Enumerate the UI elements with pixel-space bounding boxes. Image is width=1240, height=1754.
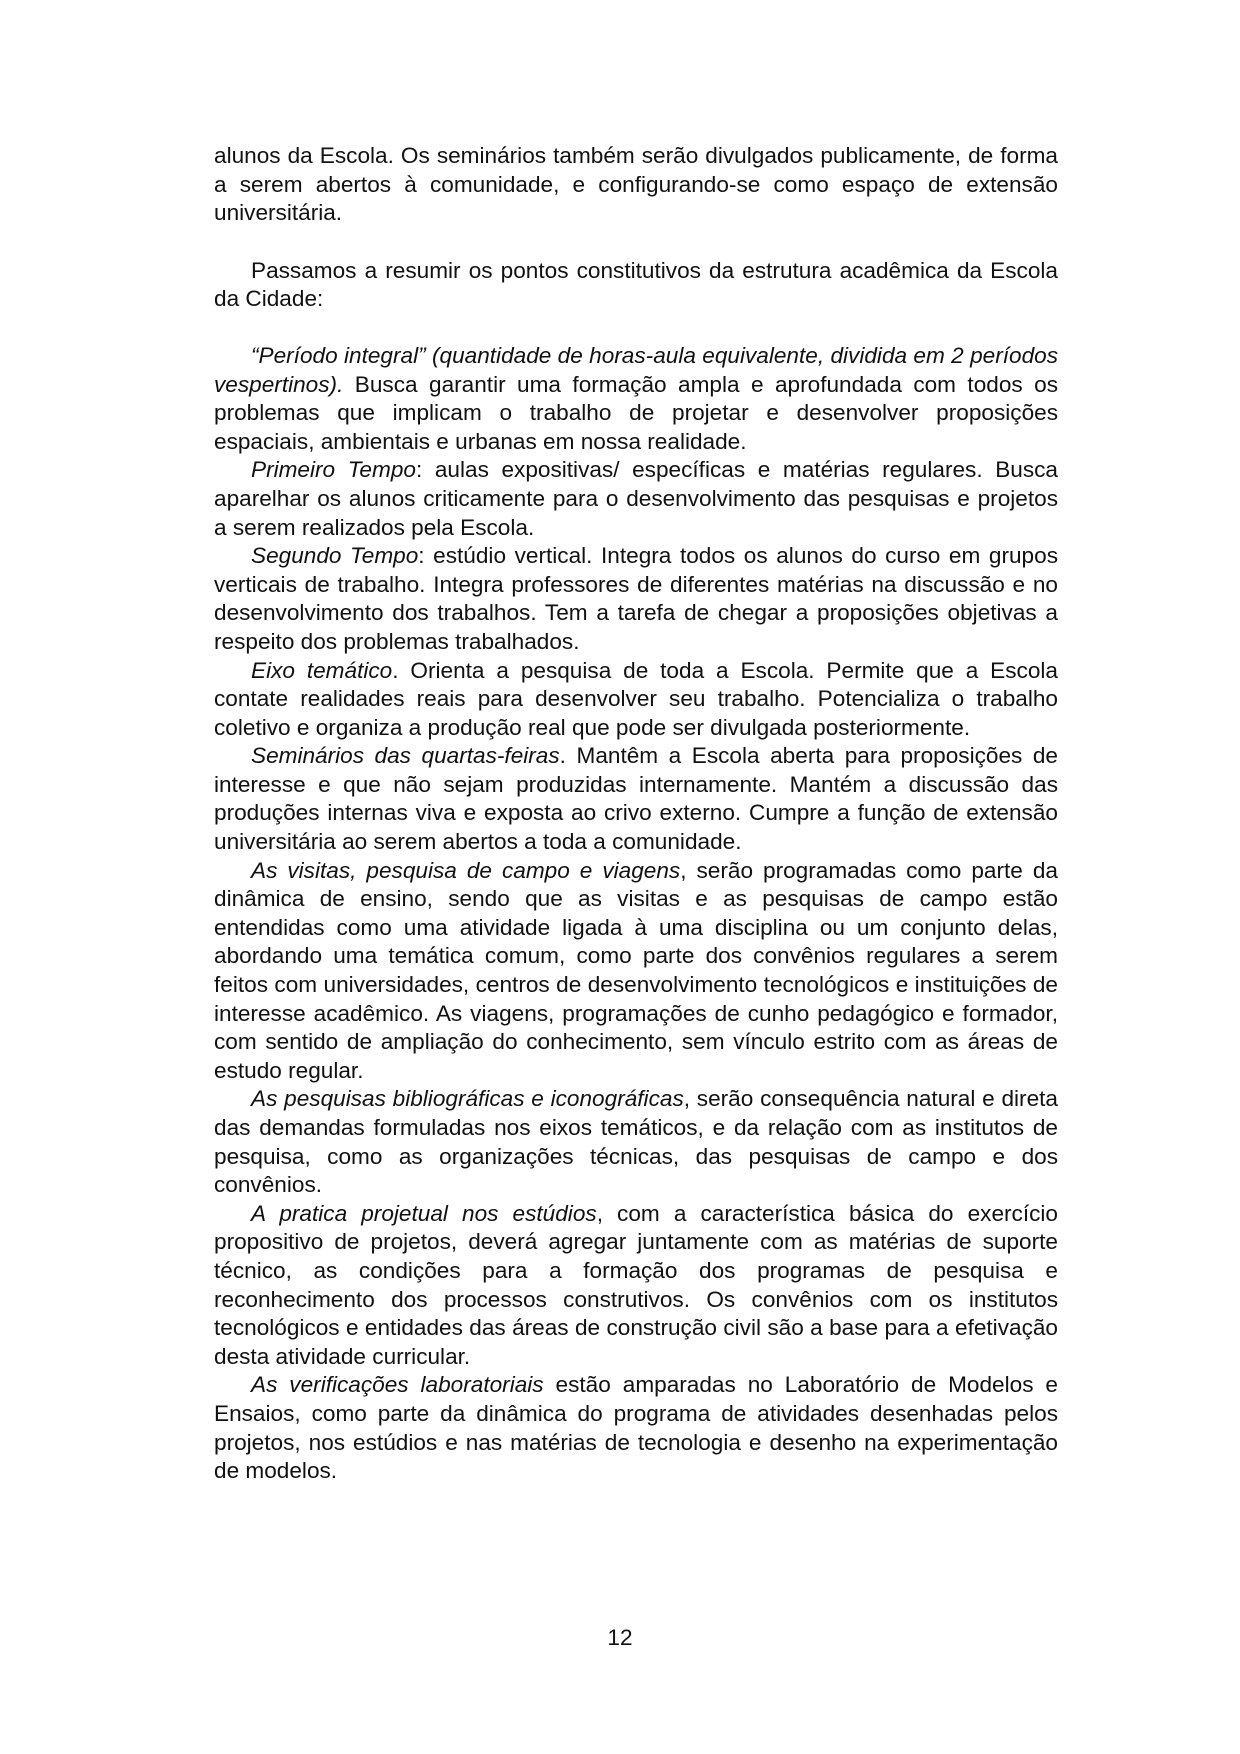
- paragraph-text: . Orienta a pesquisa de toda a Escola. Permite que a Escola contate realidades reais para desenvolver seu trabalho. Potencializa o trabalho coletivo e organiza a produção real que pode ser divulgada posteriormente.: [214, 657, 1059, 740]
- paragraph-eixo-tematico: [214, 657, 1058, 743]
- paragraph-term: A pratica projetual nos estúdios: [251, 1200, 597, 1226]
- paragraph-primeiro-tempo: [214, 456, 1058, 542]
- paragraph-term: Segundo Tempo: [251, 543, 419, 569]
- paragraph-text: Passamos a resumir os pontos constitutivos da estrutura acadêmica da Escola da Cidade:: [214, 257, 1058, 312]
- paragraph-segundo-tempo: [214, 542, 1058, 656]
- paragraph-text: , serão programadas como parte da dinâmica de ensino, sendo que as visitas e as pesquisas de campo estão entendidas como uma atividade ligada à uma disciplina ou um conjunto delas, abordando uma temática comum, como parte dos convênios regulares a serem feitos com universidades, centros de desenvolvimento tecnológicos e instituições de interesse acadêmico. As viagens, programações de cunho pedagógico e formador, com sentido de ampliação do conhecimento, sem vínculo estrito com as áreas de estudo regular.: [214, 857, 1058, 1083]
- paragraph-text: , serão consequência natural e direta das demandas formuladas nos eixos temáticos, e da relação com as institutos de pesquisa, como as organizações técnicas, das pesquisas de campo e dos convênios.: [214, 1086, 1058, 1198]
- paragraph-term: As verificações laboratoriais: [251, 1372, 544, 1398]
- paragraph-text: Busca garantir uma formação ampla e aprofundada com todos os problemas que implicam o trabalho de projetar e desenvolver proposições espaciais, ambientais e urbanas em nossa realidade.: [214, 371, 1058, 454]
- paragraph-visitas: [214, 857, 1058, 1086]
- paragraph-intro: [214, 257, 1058, 314]
- paragraph-seminarios: [214, 742, 1058, 856]
- paragraph-text: . Mantêm a Escola aberta para proposições de interesse e que não sejam produzidas internamente. Mantém a discussão das produções internas viva e exposta ao crivo externo. Cumpre a função de extensão universitária ao serem abertos a toda a comunidade.: [214, 743, 1058, 855]
- paragraph-term: As visitas, pesquisa de campo e viagens: [251, 857, 681, 883]
- paragraph-pratica-projetual: [214, 1200, 1058, 1372]
- paragraph-term: As pesquisas bibliográficas e iconográficas: [251, 1086, 684, 1112]
- paragraph-pesquisas: [214, 1085, 1058, 1199]
- paragraph-continuation: [214, 142, 1058, 228]
- page-number: 12: [607, 1625, 633, 1650]
- paragraph-text: estão amparadas no Laboratório de Modelos e Ensaios, como parte da dinâmica do programa de atividades desenhadas pelos projetos, nos estúdios e nas matérias de tecnologia e desenho na experimentação de modelos.: [214, 1372, 1058, 1484]
- paragraph-term: Eixo temático: [251, 657, 393, 683]
- paragraph-text: , com a característica básica do exercício propositivo de projetos, deverá agregar juntamente com as matérias de suporte técnico, as condições para a formação dos programas de pesquisa e reconhecimento dos processos construtivos. Os convênios com os institutos tecnológicos e entidades das áreas de construção civil são a base para a efetivação desta atividade curricular.: [214, 1200, 1058, 1369]
- paragraph-text: : aulas expositivas/ específicas e matérias regulares. Busca aparelhar os alunos criticamente para o desenvolvimento das pesquisas e projetos a serem realizados pela Escola.: [214, 457, 1059, 540]
- paragraph-periodo-integral: [214, 342, 1058, 456]
- paragraph-verificacoes: [214, 1371, 1058, 1485]
- paragraph-text: alunos da Escola. Os seminários também serão divulgados publicamente, de forma a serem abertos à comunidade, e configurando-se como espaço de extensão universitária.: [214, 143, 1058, 226]
- paragraph-term: “Período integral” (quantidade de horas-aula equivalente, dividida em 2 períodos vespertinos).: [214, 342, 1058, 397]
- body-text: [214, 142, 1058, 1486]
- paragraph-text: : estúdio vertical. Integra todos os alunos do curso em grupos verticais de trabalho. Integra professores de diferentes matérias na discussão e no desenvolvimento dos trabalhos. Tem a tarefa de chegar a proposições objetivas a respeito dos problemas trabalhados.: [214, 543, 1058, 654]
- paragraph-term: Seminários das quartas-feiras: [251, 743, 560, 769]
- paragraph-term: Primeiro Tempo: [251, 457, 416, 483]
